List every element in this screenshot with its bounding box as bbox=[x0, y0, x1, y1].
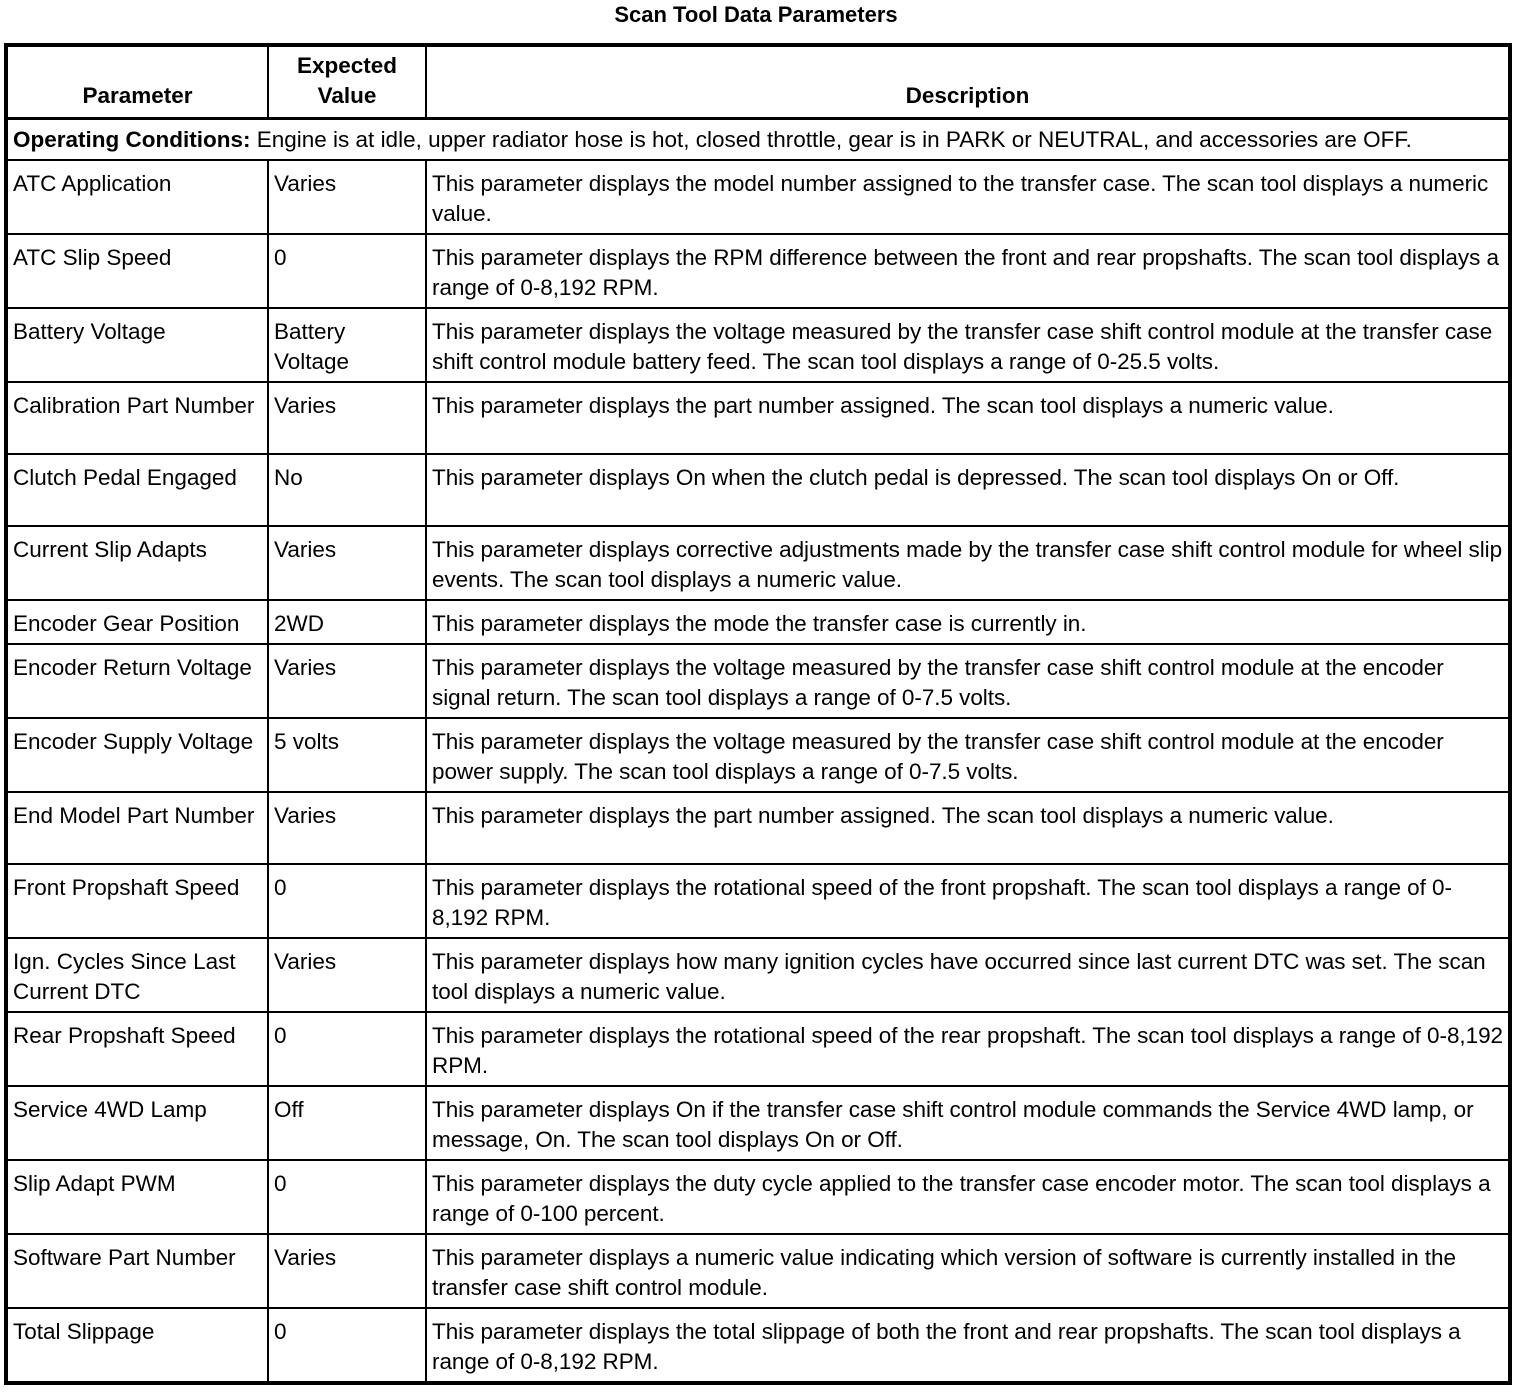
expected-value-cell: Varies bbox=[268, 644, 426, 718]
description-cell: This parameter displays the voltage measured by the transfer case shift control module at the encoder power supply. The scan tool displays a range of 0-7.5 volts. bbox=[426, 718, 1510, 792]
header-description: Description bbox=[426, 45, 1510, 119]
table-header-row bbox=[6, 45, 1510, 119]
operating-conditions-row bbox=[6, 119, 1510, 161]
description-cell: This parameter displays the mode the transfer case is currently in. bbox=[426, 600, 1510, 644]
parameter-cell: End Model Part Number bbox=[6, 792, 268, 864]
description-cell: This parameter displays the rotational speed of the front propshaft. The scan tool displays a range of 0-8,192 RPM. bbox=[426, 864, 1510, 938]
table-row bbox=[6, 160, 1510, 234]
description-cell: This parameter displays the duty cycle applied to the transfer case encoder motor. The scan tool displays a range of 0-100 percent. bbox=[426, 1160, 1510, 1234]
table-body bbox=[6, 119, 1510, 1384]
parameter-cell: Clutch Pedal Engaged bbox=[6, 454, 268, 526]
expected-value-cell: Varies bbox=[268, 938, 426, 1012]
expected-value-cell: Varies bbox=[268, 526, 426, 600]
description-cell: This parameter displays the part number assigned. The scan tool displays a numeric value. bbox=[426, 382, 1510, 454]
table-row bbox=[6, 1086, 1510, 1160]
parameter-cell: Front Propshaft Speed bbox=[6, 864, 268, 938]
expected-value-cell: Battery Voltage bbox=[268, 308, 426, 382]
table-row bbox=[6, 644, 1510, 718]
operating-conditions-label: Operating Conditions: bbox=[13, 127, 251, 152]
table-row bbox=[6, 308, 1510, 382]
expected-value-cell: Off bbox=[268, 1086, 426, 1160]
description-cell: This parameter displays On when the clutch pedal is depressed. The scan tool displays On or Off. bbox=[426, 454, 1510, 526]
description-cell: This parameter displays the total slippage of both the front and rear propshafts. The scan tool displays a range of 0-8,192 RPM. bbox=[426, 1308, 1510, 1383]
description-cell: This parameter displays the model number assigned to the transfer case. The scan tool displays a numeric value. bbox=[426, 160, 1510, 234]
parameter-cell: Encoder Gear Position bbox=[6, 600, 268, 644]
parameter-cell: ATC Application bbox=[6, 160, 268, 234]
expected-value-cell: Varies bbox=[268, 1234, 426, 1308]
table-row bbox=[6, 1160, 1510, 1234]
expected-value-cell: 0 bbox=[268, 1308, 426, 1383]
parameter-cell: ATC Slip Speed bbox=[6, 234, 268, 308]
parameter-cell: Rear Propshaft Speed bbox=[6, 1012, 268, 1086]
expected-value-cell: Varies bbox=[268, 160, 426, 234]
expected-value-cell: 0 bbox=[268, 234, 426, 308]
parameter-cell: Ign. Cycles Since Last Current DTC bbox=[6, 938, 268, 1012]
parameter-cell: Service 4WD Lamp bbox=[6, 1086, 268, 1160]
table-row bbox=[6, 1234, 1510, 1308]
expected-value-cell: 0 bbox=[268, 864, 426, 938]
table-row bbox=[6, 938, 1510, 1012]
parameter-cell: Encoder Return Voltage bbox=[6, 644, 268, 718]
parameter-cell: Calibration Part Number bbox=[6, 382, 268, 454]
description-cell: This parameter displays the part number assigned. The scan tool displays a numeric value. bbox=[426, 792, 1510, 864]
table-row bbox=[6, 1012, 1510, 1086]
page-title: Scan Tool Data Parameters bbox=[614, 2, 898, 27]
description-cell: This parameter displays On if the transfer case shift control module commands the Service 4WD lamp, or message, On. The scan tool displays On or Off. bbox=[426, 1086, 1510, 1160]
description-cell: This parameter displays the voltage measured by the transfer case shift control module at the encoder signal return. The scan tool displays a range of 0-7.5 volts. bbox=[426, 644, 1510, 718]
table-row bbox=[6, 234, 1510, 308]
description-cell: This parameter displays how many ignition cycles have occurred since last current DTC was set. The scan tool displays a numeric value. bbox=[426, 938, 1510, 1012]
expected-value-cell: 0 bbox=[268, 1012, 426, 1086]
operating-conditions-text: Engine is at idle, upper radiator hose is hot, closed throttle, gear is in PARK or NEUTRAL, and accessories are OFF. bbox=[250, 127, 1412, 152]
scan-tool-data-table bbox=[4, 43, 1512, 1385]
parameter-cell: Current Slip Adapts bbox=[6, 526, 268, 600]
table-row bbox=[6, 792, 1510, 864]
table-row bbox=[6, 864, 1510, 938]
expected-value-cell: No bbox=[268, 454, 426, 526]
expected-value-cell: 2WD bbox=[268, 600, 426, 644]
description-cell: This parameter displays the rotational speed of the rear propshaft. The scan tool displays a range of 0-8,192 RPM. bbox=[426, 1012, 1510, 1086]
parameter-cell: Encoder Supply Voltage bbox=[6, 718, 268, 792]
parameter-cell: Slip Adapt PWM bbox=[6, 1160, 268, 1234]
header-parameter: Parameter bbox=[6, 45, 268, 119]
expected-value-cell: Varies bbox=[268, 792, 426, 864]
table-row bbox=[6, 1308, 1510, 1383]
table-row bbox=[6, 526, 1510, 600]
parameter-cell: Total Slippage bbox=[6, 1308, 268, 1383]
table-row bbox=[6, 600, 1510, 644]
description-cell: This parameter displays the voltage measured by the transfer case shift control module at the transfer case shift control module battery feed. The scan tool displays a range of 0-25.5 volts. bbox=[426, 308, 1510, 382]
header-expected-value: Expected Value bbox=[268, 45, 426, 119]
table-row bbox=[6, 382, 1510, 454]
parameter-cell: Battery Voltage bbox=[6, 308, 268, 382]
operating-conditions-cell bbox=[6, 119, 1510, 161]
table-row bbox=[6, 454, 1510, 526]
description-cell: This parameter displays corrective adjustments made by the transfer case shift control module for wheel slip events. The scan tool displays a numeric value. bbox=[426, 526, 1510, 600]
parameter-cell: Software Part Number bbox=[6, 1234, 268, 1308]
expected-value-cell: Varies bbox=[268, 382, 426, 454]
description-cell: This parameter displays the RPM difference between the front and rear propshafts. The scan tool displays a range of 0-8,192 RPM. bbox=[426, 234, 1510, 308]
table-row bbox=[6, 718, 1510, 792]
expected-value-cell: 0 bbox=[268, 1160, 426, 1234]
description-cell: This parameter displays a numeric value indicating which version of software is currently installed in the transfer case shift control module. bbox=[426, 1234, 1510, 1308]
expected-value-cell: 5 volts bbox=[268, 718, 426, 792]
